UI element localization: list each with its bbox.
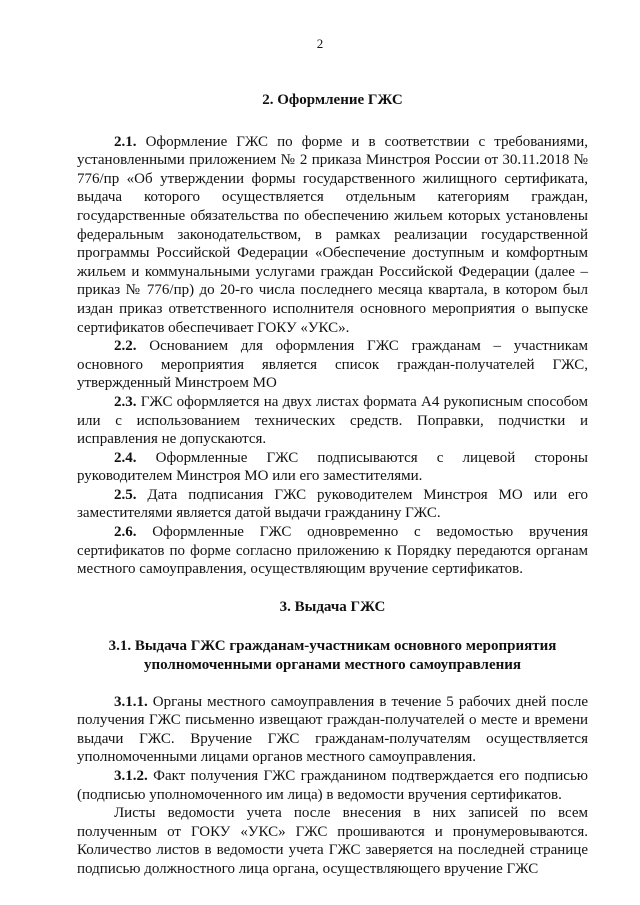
paragraph-number: 3.1.1. [114, 693, 148, 710]
section-3-1-subtitle: 3.1. Выдача ГЖС гражданам-участникам основного мероприятия уполномоченными органами местного самоуправления [108, 638, 557, 674]
paragraph-2-3 [77, 393, 588, 449]
paragraph-2-4 [77, 449, 588, 486]
paragraph-text: Основанием для оформления ГЖС гражданам – участникам основного мероприятия является список граждан-получателей ГЖС, утвержденный Минстроем МО [77, 338, 588, 392]
paragraph-2-1 [77, 133, 588, 338]
section-2-title: 2. Оформление ГЖС [262, 92, 403, 108]
paragraph-number: 2.3. [114, 393, 137, 410]
paragraph-text: Листы ведомости учета после внесения в них записей по всем полученным от ГОКУ «УКС» ГЖС прошиваются и пронумеровываются. Количество листов в ведомости учета ГЖС заверяется на последней странице подписью должностного лица органа, осуществляющего вручение ГЖС [77, 805, 588, 877]
paragraph-number: 2.6. [114, 524, 137, 541]
paragraph-text: Органы местного самоуправления в течение 5 рабочих дней после получения ГЖС письменно извещают граждан-получателей о месте и времени выдачи ГЖС. Вручение ГЖС гражданам-получателям осуществляется уполномоченными лицами органов местного самоуправления. [77, 693, 588, 766]
paragraph-number: 2.4. [114, 449, 137, 466]
paragraph-text: Оформленные ГЖС одновременно с ведомостью вручения сертификатов по форме согласно приложению к Порядку передаются органам местного самоуправления, осуществляющим вручение сертификатов. [77, 524, 588, 578]
paragraph-text: Дата подписания ГЖС руководителем Минстроя МО или его заместителями является датой выдачи гражданину ГЖС. [77, 486, 588, 522]
paragraph-text: Оформленные ГЖС подписываются с лицевой стороны руководителем Минстроя МО или его заместителями. [77, 449, 588, 485]
paragraph-2-5 [77, 486, 588, 523]
paragraph-text: ГЖС оформляется на двух листах формата А4 рукописным способом или с использованием технических средств. Поправки, подчистки и исправления не допускаются. [77, 393, 588, 448]
paragraph-number: 2.5. [114, 486, 137, 503]
page-number: 2 [316, 36, 324, 51]
paragraph-2-6 [77, 523, 588, 579]
paragraph-text: Факт получения ГЖС гражданином подтверждается его подписью (подписью уполномоченного им лица) в ведомости вручения сертификатов. [77, 768, 588, 803]
paragraph-number: 2.2. [114, 338, 137, 355]
paragraph-3-1-1 [77, 693, 588, 767]
paragraph-text: Оформление ГЖС по форме и в соответствии с требованиями, установленными приложением № 2 приказа Минстроя России от 30.11.2018 № 776/пр «Об утверждении формы государственного жилищного сертификата, выдача которого осуществляется отдельным категориям граждан, государственные обязательства по обеспечению жильем которых установлены федеральным законодательством, в рамках реализации государственной программы Российской Федерации «Обеспечение доступным и комфортным жильем и коммунальными услугами граждан Российской Федерации (далее – приказ № 776/пр) до 20-го числа последнего месяца квартала, в котором был издан приказ ответственного исполнителя основного мероприятия о выпуске сертификатов обеспечивает ГОКУ «УКС». [77, 133, 588, 336]
paragraph-2-2 [77, 337, 588, 393]
paragraph-number: 2.1. [114, 133, 137, 150]
paragraph-3-1-2 [77, 767, 588, 804]
section-3-title: 3. Выдача ГЖС [279, 598, 386, 615]
paragraph-number: 3.1.2. [114, 768, 148, 784]
paragraph-ledger-sheets [77, 804, 588, 878]
document-body [77, 91, 588, 879]
